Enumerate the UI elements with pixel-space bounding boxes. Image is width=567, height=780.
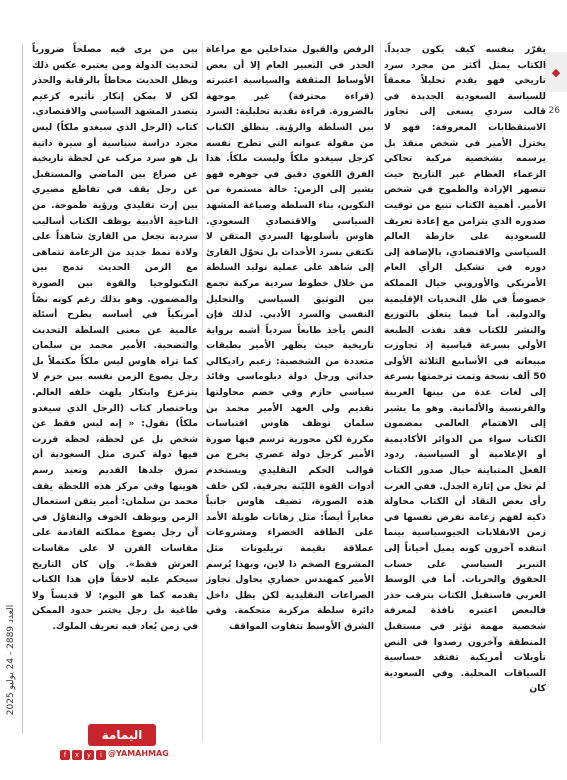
section-logo-icon: ◆ xyxy=(549,65,563,79)
article-column-left xyxy=(32,42,198,707)
column-divider xyxy=(380,42,381,742)
footer-brand xyxy=(60,724,170,764)
left-margin-rule xyxy=(22,44,23,734)
x-twitter-icon[interactable]: x xyxy=(72,750,82,760)
facebook-icon[interactable]: f xyxy=(60,750,70,760)
instagram-icon[interactable]: i xyxy=(96,750,106,760)
issue-info-strip xyxy=(2,560,20,760)
social-handle[interactable]: @YAMAHMAG xyxy=(108,749,169,758)
article-text-right: يقرّر بنفسه كيف يكون جديداً. الكتاب يمثل أكثر من مجرد سرد تاريخي فهو يقدم تحليلاً معمقاً للسياسة السعودية الجديدة في قالب سردي يسعى إلى تجاوز الاستقطابات المعروفة: فهو لا يختزل الأمير في شخص منقذ بل يرسمه بشخصية مركبة تحاكي الزعماء العظام عبر التاريخ حيث تتصهر الإرادة والطموح في شخص الأمير. أهمية الكتاب تنبع من توقيت صدوره الذي يتزامن مع إعادة تعريف للسعودية على خارطة العالم السياسي والاقتصادي، بالإضافة إلى دوره في تشكيل الرأي العام الأمريكي والأوروبي حيال المملكة خصوصاً في ظل التحديات الإقليمية والدولية. أما فيما يتعلق بالتوزيع والنشر للكتاب فقد نفذت الطبعة الأولى بسرعة قياسية إذ تجاوزت مبيعاته في الأسابيع الثلاثة الأولى 50 ألف نسخة وتمت ترجمتها بسرعة إلى لغات عدة من بينها العربية والفرنسية والألمانية. وهو ما يشير إلى الاهتمام العالمي بمضمون الكتاب سواء من الدوائر الأكاديمية أو الإعلامية أو السياسية. ردود الفعل المتباينة حيال صدور الكتاب لم تخل من إثارة الجدل. ففي الغرب رأى بعض النقاد أن الكتاب محاولة ذكية لفهم زعامة تفرض نفسها في زمن الانقلابات الجيوسياسية بينما انتقده آخرون كونه يميل أحياناً إلى التبرير السياسي على حساب الحقوق والحريات. أما في الوسط العربي فاستقبل الكتاب بترقب حذر فالبعض اعتبره نافذة لمعرفة شخصية مهمة تؤثر في مستقبل المنطقة وآخرون رصدوا في النص تأويلات أمريكية تفتقد حساسية السياقات المحلية. وفي السعودية كان xyxy=(384,44,546,695)
article-text-middle: الرفض والقبول متداخلين مع مراعاة الحذر في التعبير العام إلا أن بعض الأوساط المثقفة والسياسية اعتبرته (قراءة محترفة) غير موجهة بالضرورة. قراءة نقدية تحليلية: السرد بين السلطة والرؤية. ينطلق الكتاب من مقولة عنوانه التي تطرح نفسه كرجل سيغدو ملكاً وليست ملكاً. هذا الفرق اللغوي دقيق في جوهره فهو يشير إلى الزمن: حالة مستمرة من التكوين، بناء السلطة وصياغة المشهد السياسي والاقتصادي السعودي. هاوس بأسلوبها السردي المتقن لا تكتفي بسرد الأحداث بل تحوّل القارئ إلى شاهد على عملية توليد السلطة من خلال خطوط سردية مركبة تجمع بين التوثيق السياسي والتحليل النفسي والسرد الأدبي. لذلك فإن النص يأخذ طابعاً سردياً أشبه برواية تاريخية حيث يظهر الأمير بطبقات متعددة من الشخصية: زعيم راديكالي حداثي ورجل دولة دبلوماسي وقائد سياسي حازم وفي خضم محاولتها تقديم ولي العهد الأمير محمد بن سلمان توظف هاوس اقتباسات مكررة لكن محورية ترسم فيها صورة الأمير كرجل دولة عصري يخرج من قوالب الحكم التقليدي ويستخدم أدوات القوة الليّنة بحرفية. لكن خلف هذه الصورة، تضيف هاوس جانباً مغايراً أيضاً: مثل رهانات طويلة الأمد على الطاقة الخضراء ومشروعات عملاقة بقيمة تريليونات مثل المشروع الضخم ذا لاين، وبهذا يُرسم الأمير كمهندس حضاري يحاول تجاوز الصراعات التقليدية لكن يظل داخل دائرة سلطة مركزية متحكمة. وفي الشرق الأوسط تتفاوت المواقف xyxy=(206,44,374,632)
issue-line: العدد 2889 - 24 يوليو 2025 xyxy=(6,604,17,716)
article-column-right xyxy=(384,42,546,742)
article-column-middle xyxy=(206,42,374,742)
section-tab xyxy=(545,52,567,92)
column-divider xyxy=(202,42,203,742)
article-text-left: بين من يرى فيه مصلحاً ضرورياً لتحديث الدولة ومن يعتبره عكس ذلك ويظل الحديث محاطاً بالرقابة والحذر لكن لا يمكن إنكار تأثيره كزعيم يتصدر المشهد السياسي والاقتصادي. كتاب (الرجل الذي سيغدو ملكاً) ليس مجرد دراسة سياسية أو سيرة ذاتية بل هو سرد مركب عن لحظة تاريخية عن صراع بين الماضي والمستقبل عن رجل يقف في تقاطع مصيري بين إرث تقليدي ورؤية طموحة. من الناحية الأدبية يوظف الكتاب أساليب سردية تجعل من القارئ شاهداً على ولادة نمط جديد من الزعامة تتماهى مع الزمن الحديث تدمج بين التكنولوجيا والقوة بين الصورة والمضمون. وهو بذلك رغم كونه نصّاً أمريكياً في أساسه يطرح أسئلة عالمية عن معنى السلطة التحديث والتضحية. الأمير محمد بن سلمان كما تراه هاوس ليس ملكاً مكتملاً بل رجل يصوغ الزمن نفسه بين حزم لا يتزعزع وابتكار يلهث خلفه العالم. وباختصار كتاب (الرجل الذي سيغدو ملكاً) تقول: « إنه ليس فقط عن شخص بل عن لحظة، لحظة قررت فيها دولة كبرى مثل السعودية أن تمزق جلدها القديم وتعيد رسم هويتها وفي مركز هذه اللحظة يقف محمد بن سلمان: أمير يتقن استعمال الزمن ويوظف الخوف والتفاؤل في آن رجل يصوغ مملكته القادمة على مقاسات القرن لا على مقاسات العرش فقط». وإن كان التاريخ سيحكم عليه لاحقاً فإن هذا الكتاب يقدمه كما هو اليوم: لا قديساً ولا طاغية بل رجل يختبر حدود الممكن في زمن يُعاد فيه تعريف الملوك. xyxy=(32,44,198,632)
youtube-icon[interactable]: y xyxy=(84,750,94,760)
magazine-logo: اليمامة xyxy=(88,724,156,746)
page-number: 26 xyxy=(548,106,560,116)
social-icons xyxy=(60,750,106,760)
